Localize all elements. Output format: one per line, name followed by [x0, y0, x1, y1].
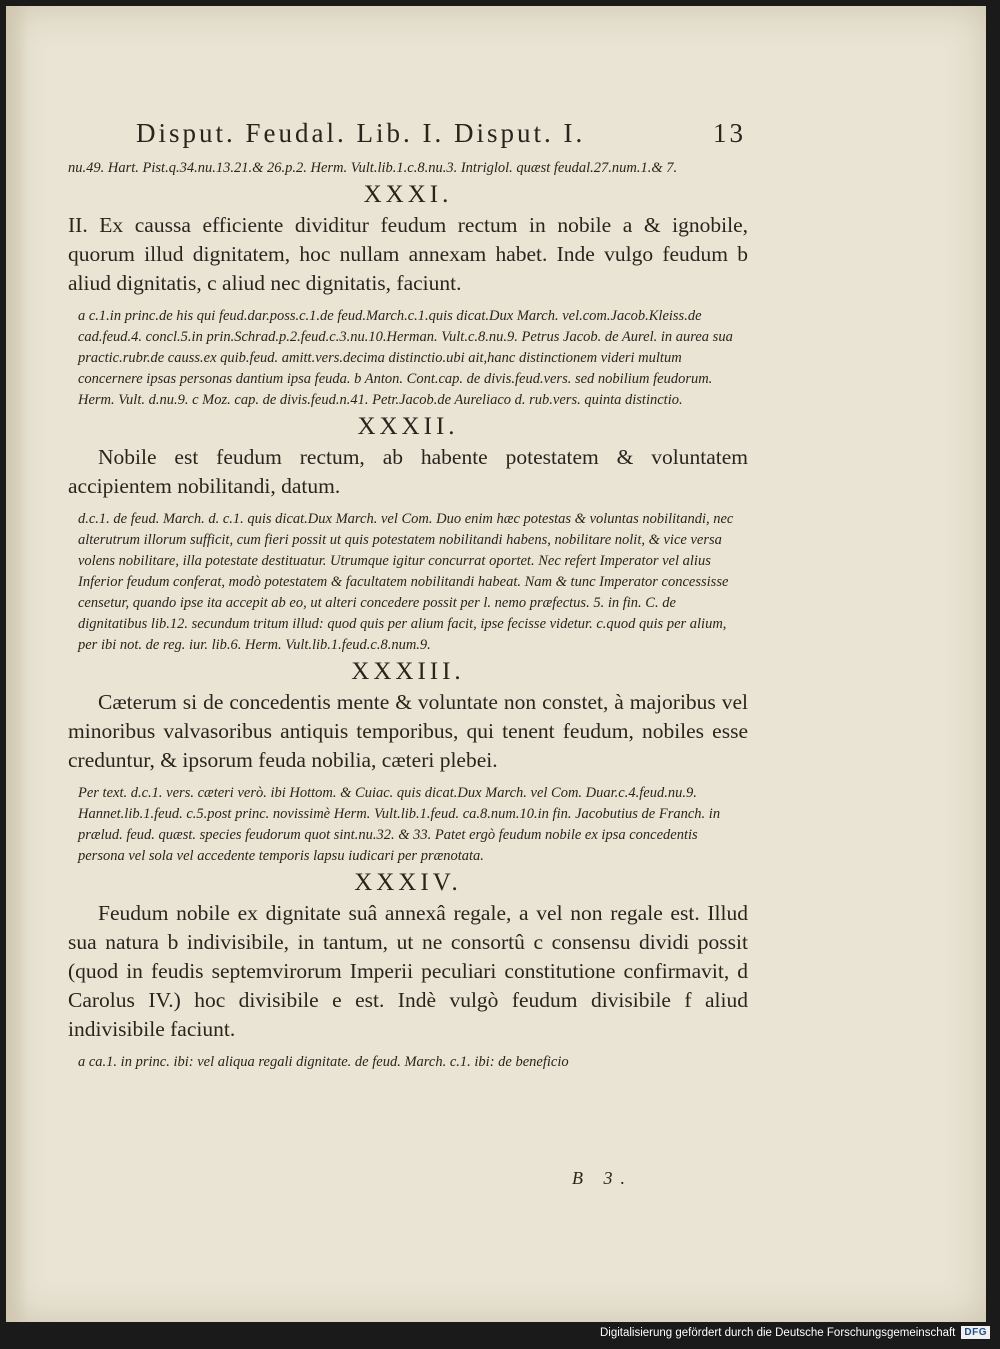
paragraph: II. Ex caussa efficiente dividitur feudum rectum in nobile a & ignobile, quorum illud dignitatem, hoc nullam annexam habet. Inde vulgo feudum b aliud dignitatis, c aliud nec dignitatis, faciunt. — [68, 213, 748, 295]
digitization-credit — [600, 1326, 990, 1339]
running-head — [136, 118, 746, 149]
footnote-continued: nu.49. Hart. Pist.q.34.nu.13.21.& 26.p.2. Herm. Vult.lib.1.c.8.nu.3. Intriglol. quæst feudal.27.num.1.& 7. — [68, 160, 678, 176]
paragraph: Nobile est feudum rectum, ab habente potestatem & voluntatem accipientem nobilitandi, datum. — [68, 445, 748, 498]
section-number: XXXII. — [357, 413, 459, 440]
paragraph: Cæterum si de concedentis mente & voluntate non constet, à majoribus vel minoribus valvasoribus antiquis temporibus, qui tenent feudum, nobiles esse creduntur, & ipsorum feuda nobilia, cæteri plebei. — [68, 690, 748, 772]
footnote: a ca.1. in princ. ibi: vel aliqua regali dignitate. de feud. March. c.1. ibi: de beneficio — [78, 1054, 569, 1070]
section-number: XXXI. — [363, 181, 453, 208]
section-number: XXXIII. — [351, 658, 465, 685]
section-number: XXXIV. — [354, 869, 462, 896]
footnote: d.c.1. de feud. March. d. c.1. quis dicat.Dux March. vel Com. Duo enim hæc potestas & voluntas nobilitandi, nec alterutrum illorum sufficit, cum fieri possit ut quis potestatem nobilitandi habens, nobilitare nolit, & vice versa volens nobilitare, illa potestate destituatur. Utrumque igitur concurrat oportet. Nec refert Imperator vel alius Inferior feudum conferat, modò potestatem & facultatem nobilitandi habeat. Nam & tunc Imperator concessisse censetur, quando ipse ita accepit ab eo, ut alteri concedere possit per l. nemo præfectus. 5. in fin. C. de dignitatibus lib.12. secundum tritum illud: quod quis per alium facit, ipse fecisse videtur. c.quod quis per alium, per ibi not. de reg. iur. lib.6. Herm. Vult.lib.1.feud.c.8.num.9. — [78, 511, 734, 653]
page-number: 13 — [713, 118, 746, 148]
footnote: Per text. d.c.1. vers. cæteri verò. ibi Hottom. & Cuiac. quis dicat.Dux March. vel Com. Duar.c.4.feud.nu.9. Hannet.lib.1.feud. c.5.post princ. novissimè Herm. Vult.lib.1.feud. ca.8.num.10.in fin. Jacobutius de Franch. in prælud. feud. quæst. species feudorum quot sint.nu.32. & 33. Patet ergò feudum nobile ex ipsa concedentis persona vel sola vel accedente temporis lapsu iudicari per prænotata. — [78, 785, 721, 864]
book-page — [6, 6, 986, 1322]
paragraph: Feudum nobile ex dignitate suâ annexâ regale, a vel non regale est. Illud sua natura b indivisibile, in tantum, ut ne consortû c consensu dividi possit (quod in feudis septemvirorum Imperii peculiari constitutione confirmavit, d Carolus IV.) hoc divisibile e est. Indè vulgò feudum divisibile f aliud indivisibile faciunt. — [68, 901, 748, 1041]
footnote: a c.1.in princ.de his qui feud.dar.poss.c.1.de feud.March.c.1.quis dicat.Dux March. vel.com.Jacob.Kleiss.de cad.feud.4. concl.5.in prin.Schrad.p.2.feud.c.3.nu.10.Herman. Vult.c.8.nu.9. Petrus Jacob. de Aurel. in aurea sua practic.rubr.de causs.ex quib.feud. amitt.vers.decima distinctio.ubi ait,hanc distinctionem videri multum concernere ipsas personas dantium ipsa feuda. b Anton. Cont.cap. de divis.feud.vers. sed nobilium feudorum. Herm. Vult. d.nu.9. c Moz. cap. de divis.feud.n.41. Petr.Jacob.de Aureliaco d. rub.vers. quinta distinctio. — [78, 308, 733, 408]
page-binding-shadow — [6, 6, 28, 1322]
running-title: Disput. Feudal. Lib. I. Disput. I. — [136, 118, 586, 148]
dfg-logo-icon: DFG — [961, 1326, 990, 1339]
signature-mark: B 3. — [572, 1168, 633, 1188]
page-content — [68, 158, 748, 1073]
credit-text: Digitalisierung gefördert durch die Deutsche Forschungsgemeinschaft — [599, 1326, 956, 1339]
